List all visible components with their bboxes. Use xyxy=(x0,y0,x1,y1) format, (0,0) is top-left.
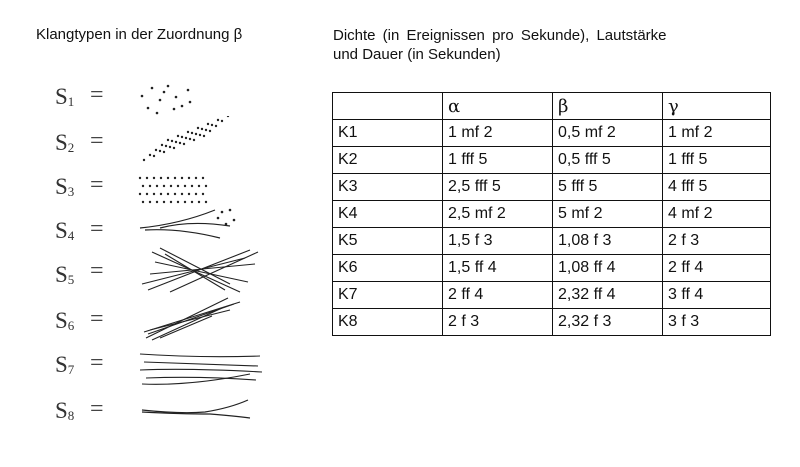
table-cell: 2 f 3 xyxy=(663,228,771,255)
parameter-table xyxy=(332,92,771,336)
sound-label: $S_6$ xyxy=(55,308,75,333)
right-title-line2: und Dauer (in Sekunden) xyxy=(333,46,501,63)
table-cell: 1 fff 5 xyxy=(663,147,771,174)
equals-sign: = xyxy=(90,128,104,154)
sound-label: $S_8$ xyxy=(55,398,75,423)
row-label: K6 xyxy=(333,255,443,282)
table-cell: 2,5 fff 5 xyxy=(443,174,553,201)
sound-glyph-parallel-lines xyxy=(130,344,270,394)
table-cell: 4 fff 5 xyxy=(663,174,771,201)
table-cell: 0,5 fff 5 xyxy=(553,147,663,174)
table-row xyxy=(333,174,771,201)
table-row xyxy=(333,255,771,282)
table-cell: 5 mf 2 xyxy=(553,201,663,228)
sound-label: $S_7$ xyxy=(55,352,75,377)
table-cell: 1 mf 2 xyxy=(443,120,553,147)
table-cell: 2,32 f 3 xyxy=(553,309,663,336)
sound-type-list xyxy=(0,0,320,467)
equals-sign: = xyxy=(90,258,104,284)
sound-glyph-sheaf-lines xyxy=(130,294,270,344)
table-cell: 4 mf 2 xyxy=(663,201,771,228)
equals-sign: = xyxy=(90,306,104,332)
table-cell: 2 ff 4 xyxy=(443,282,553,309)
equals-sign: = xyxy=(90,82,104,108)
table-row xyxy=(333,120,771,147)
right-title xyxy=(333,26,753,64)
table-cell: 2 ff 4 xyxy=(663,255,771,282)
header-cell-alpha: α xyxy=(443,93,553,120)
sound-label: $S_5$ xyxy=(55,262,75,287)
row-label: K3 xyxy=(333,174,443,201)
sound-glyph-diagonal-dots xyxy=(130,116,270,166)
table-row xyxy=(333,201,771,228)
table-row xyxy=(333,147,771,174)
table-cell: 1,08 ff 4 xyxy=(553,255,663,282)
table-cell: 1,08 f 3 xyxy=(553,228,663,255)
equals-sign: = xyxy=(90,350,104,376)
table-cell: 2,5 mf 2 xyxy=(443,201,553,228)
table-cell: 0,5 mf 2 xyxy=(553,120,663,147)
left-title: Klangtypen in der Zuordnung β xyxy=(36,26,243,43)
row-label: K5 xyxy=(333,228,443,255)
table-cell: 1 mf 2 xyxy=(663,120,771,147)
table-cell: 1,5 ff 4 xyxy=(443,255,553,282)
table-cell: 2,32 ff 4 xyxy=(553,282,663,309)
right-title-line1: Dichte (in Ereignissen pro Sekunde), Lautstärke xyxy=(333,27,667,44)
sound-glyph-lines-with-dots xyxy=(130,200,270,250)
sound-glyph-diverging-lines xyxy=(130,390,270,440)
table-row xyxy=(333,228,771,255)
sound-label: $S_2$ xyxy=(55,130,75,155)
row-label: K4 xyxy=(333,201,443,228)
row-label: K1 xyxy=(333,120,443,147)
equals-sign: = xyxy=(90,396,104,422)
table-row xyxy=(333,309,771,336)
header-cell xyxy=(333,93,443,120)
table-cell: 5 fff 5 xyxy=(553,174,663,201)
row-label: K7 xyxy=(333,282,443,309)
row-label: K8 xyxy=(333,309,443,336)
sound-label: $S_1$ xyxy=(55,84,75,109)
equals-sign: = xyxy=(90,172,104,198)
table-cell: 1 fff 5 xyxy=(443,147,553,174)
sound-glyph-crossing-lines xyxy=(130,244,270,294)
table-cell: 1,5 f 3 xyxy=(443,228,553,255)
table-row xyxy=(333,282,771,309)
row-label: K2 xyxy=(333,147,443,174)
table-cell: 3 ff 4 xyxy=(663,282,771,309)
sound-label: $S_4$ xyxy=(55,218,75,243)
header-cell-beta: β xyxy=(553,93,663,120)
equals-sign: = xyxy=(90,216,104,242)
table-cell: 2 f 3 xyxy=(443,309,553,336)
table-header-row xyxy=(333,93,771,120)
header-cell-gamma: γ xyxy=(663,93,771,120)
table-cell: 3 f 3 xyxy=(663,309,771,336)
sound-label: $S_3$ xyxy=(55,174,75,199)
